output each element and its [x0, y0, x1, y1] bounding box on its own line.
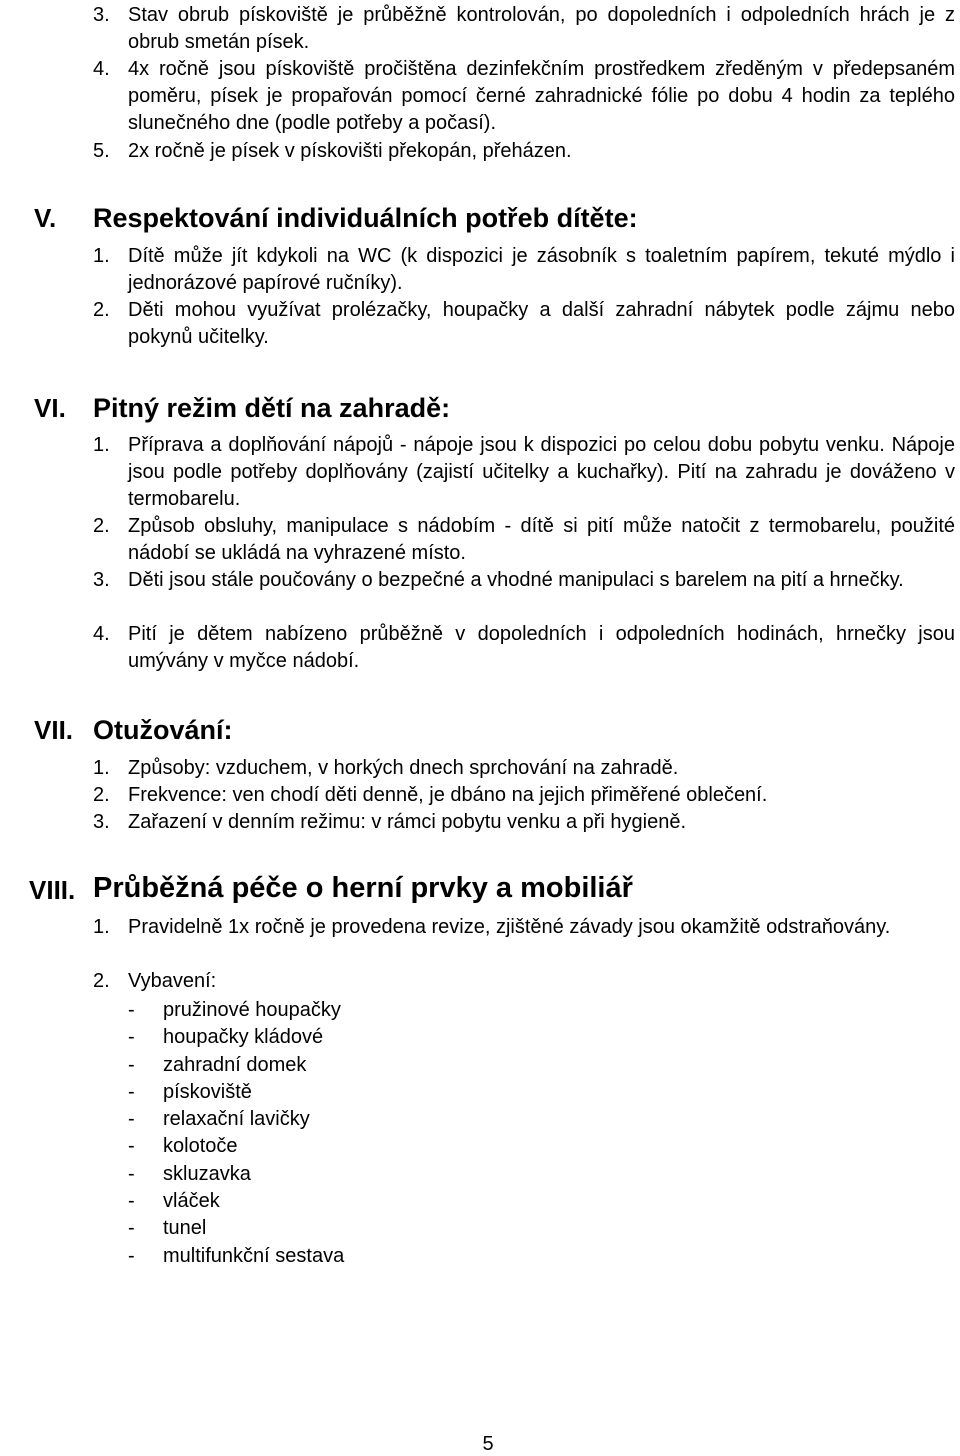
item-text: Způsoby: vzduchem, v horkých dnech sprchování na zahradě.	[128, 757, 679, 779]
list-item	[93, 914, 955, 941]
item-number: 1.	[93, 916, 110, 938]
dash-bullet: -	[128, 999, 135, 1021]
equipment-label: houpačky kládové	[163, 1026, 324, 1049]
equipment-label: skluzavka	[163, 1162, 251, 1185]
dash-bullet: -	[128, 1217, 135, 1240]
equipment-item	[128, 1161, 344, 1188]
item-number: 4.	[93, 623, 110, 645]
dash-bullet: -	[128, 1190, 135, 1213]
dash-bullet: -	[128, 1053, 135, 1076]
item-text: Pravidelně 1x ročně je provedena revize, zjištěné závady jsou okamžitě odstraňovány.	[128, 916, 891, 938]
list-item	[93, 56, 955, 137]
list-item	[93, 243, 955, 297]
item-text: Děti mohou využívat prolézačky, houpačky a další zahradní nábytek podle zájmu nebo pokynů učitelky.	[128, 299, 955, 348]
section-heading: Otužování:	[93, 715, 233, 745]
item-number: 3.	[93, 4, 110, 26]
item-number: 4.	[93, 58, 110, 80]
item-number: 3.	[93, 811, 110, 833]
section-number: VII.	[34, 715, 74, 745]
item-number: 3.	[93, 569, 110, 591]
item-text: Pití je dětem nabízeno průběžně v dopoledních i odpoledních hodinách, hrnečky jsou umývány v myčce nádobí.	[128, 623, 955, 672]
equipment-item	[128, 1052, 344, 1079]
item-number: 1.	[93, 757, 110, 779]
equipment-item	[128, 1106, 344, 1133]
equipment-label: kolotoče	[163, 1135, 238, 1158]
equipment-label: multifunkční sestava	[163, 1244, 345, 1267]
item-number: 1.	[93, 245, 110, 267]
list-item	[93, 567, 955, 594]
list-item	[93, 809, 955, 836]
item-text: Příprava a doplňování nápojů - nápoje jsou k dispozici po celou dobu pobytu venku. Nápoje jsou podle potřeby doplňovány (zajistí učitelky a kuchařky). Pití na zahradu je dováženo v termobarelu.	[128, 434, 955, 510]
item-text: 4x ročně jsou pískoviště pročištěna dezinfekčním prostředkem zředěným v předepsaném poměru, písek je propařován pomocí černé zahradnické fólie po dobu 4 hodin za teplého slunečného dne (podle potřeby a počasí).	[128, 58, 955, 134]
item-number: 2.	[93, 970, 110, 992]
list-item	[93, 2, 955, 56]
item-number: 5.	[93, 140, 110, 162]
item-text: Vybavení:	[128, 970, 217, 992]
section-heading: Průběžná péče o herní prvky a mobiliář	[93, 872, 633, 904]
equipment-label: zahradní domek	[163, 1053, 307, 1076]
item-text: Děti jsou stále poučovány o bezpečné a vhodné manipulaci s barelem na pití a hrnečky.	[128, 569, 904, 591]
list-item	[93, 138, 955, 165]
list-item	[93, 968, 955, 995]
item-number: 2.	[93, 515, 110, 537]
page-number: 5	[482, 1433, 494, 1455]
list-item	[93, 297, 955, 351]
dash-bullet: -	[128, 1244, 135, 1267]
equipment-label: pružinové houpačky	[163, 999, 341, 1021]
section-heading: Respektování individuálních potřeb dítěte:	[93, 203, 638, 233]
equipment-label: pískoviště	[163, 1080, 252, 1103]
dash-bullet: -	[128, 1135, 135, 1158]
item-text: 2x ročně je písek v pískovišti překopán, přeházen.	[128, 140, 572, 162]
equipment-list	[128, 997, 344, 1270]
item-number: 2.	[93, 784, 110, 806]
item-text: Způsob obsluhy, manipulace s nádobím - dítě si pití může natočit z termobarelu, použité nádobí se ukládá na vyhrazené místo.	[128, 515, 955, 564]
equipment-item	[128, 1188, 344, 1215]
list-item	[93, 755, 955, 782]
item-text: Zařazení v denním režimu: v rámci pobytu venku a při hygieně.	[128, 811, 687, 833]
section-heading: Pitný režim dětí na zahradě:	[93, 393, 451, 423]
list-item	[93, 621, 955, 675]
equipment-label: relaxační lavičky	[163, 1108, 310, 1131]
item-number: 2.	[93, 299, 110, 321]
dash-bullet: -	[128, 1108, 135, 1131]
list-item	[93, 513, 955, 567]
section-number: VI.	[34, 393, 66, 423]
equipment-item	[128, 1243, 344, 1270]
equipment-label: tunel	[163, 1217, 207, 1240]
dash-bullet: -	[128, 1080, 135, 1103]
list-item	[93, 432, 955, 513]
item-text: Stav obrub pískoviště je průběžně kontrolován, po dopoledních i odpoledních hrách je z obrub smetán písek.	[128, 4, 955, 53]
dash-bullet: -	[128, 1162, 135, 1185]
dash-bullet: -	[128, 1026, 135, 1049]
section-number: V.	[34, 203, 57, 233]
item-text: Dítě může jít kdykoli na WC (k dispozici je zásobník s toaletním papírem, tekuté mýdlo i jednorázové papírové ručníky).	[128, 245, 955, 294]
section-number: VIII.	[29, 875, 76, 905]
equipment-label: vláček	[163, 1190, 220, 1213]
equipment-item	[128, 1215, 344, 1242]
item-text: Frekvence: ven chodí děti denně, je dbáno na jejich přiměřené oblečení.	[128, 784, 768, 806]
item-number: 1.	[93, 434, 110, 456]
equipment-item	[128, 1024, 344, 1051]
equipment-item	[128, 1079, 344, 1106]
equipment-item	[128, 997, 344, 1024]
list-item	[93, 782, 955, 809]
equipment-item	[128, 1133, 344, 1160]
